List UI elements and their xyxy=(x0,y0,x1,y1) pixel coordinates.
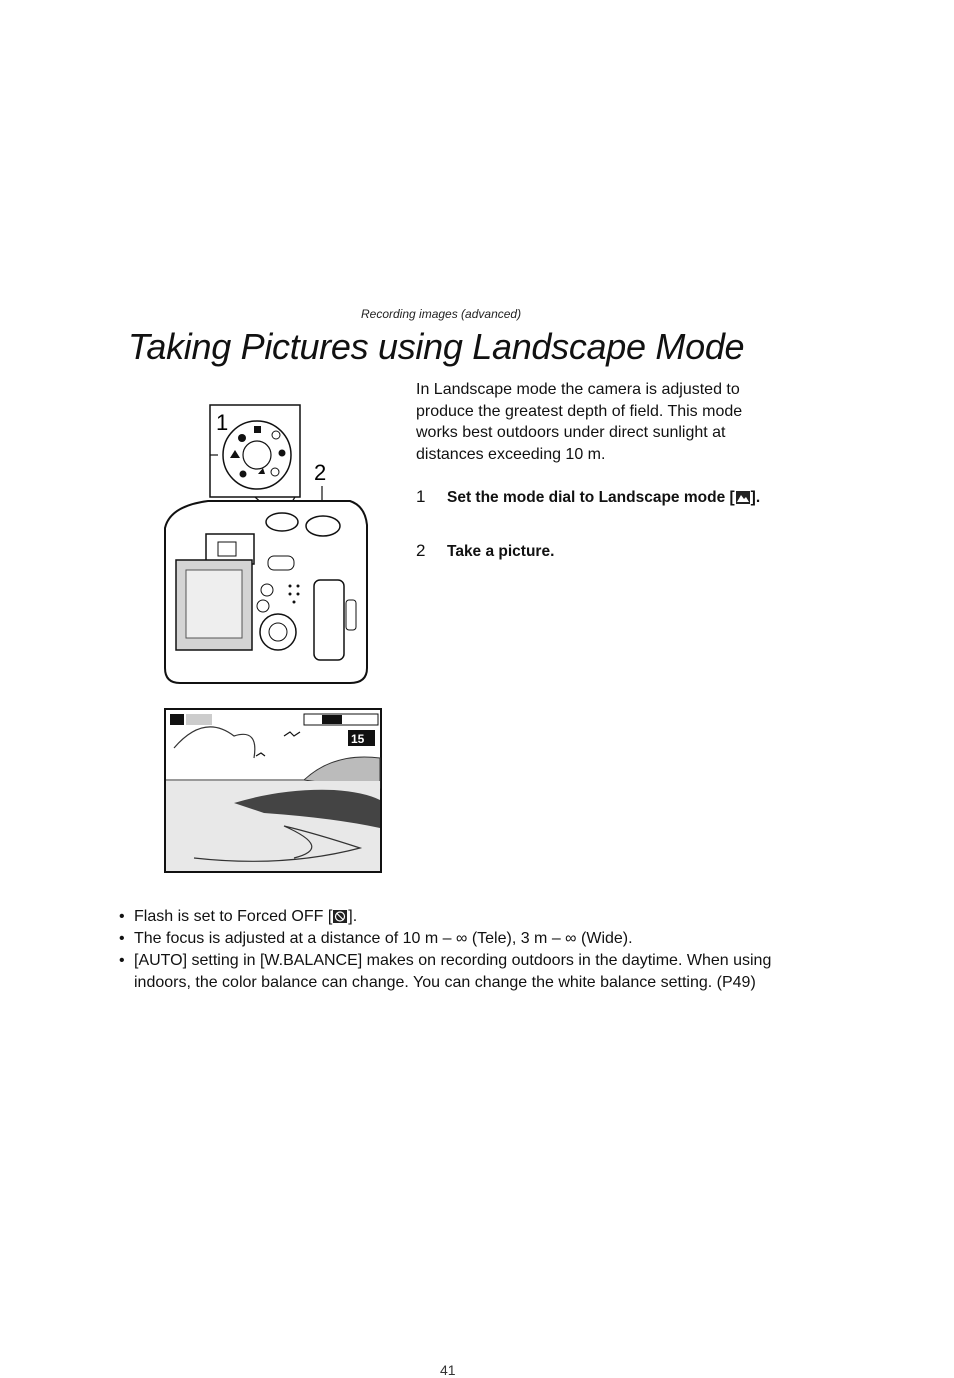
step-2-text: Take a picture. xyxy=(447,543,555,560)
notes-list xyxy=(119,906,799,994)
step-1-text xyxy=(447,487,786,509)
step-2 xyxy=(416,541,786,563)
note-1-text-before: Flash is set to Forced OFF [ xyxy=(134,908,333,925)
camera-mode-dial-illustration xyxy=(160,400,380,690)
flash-off-icon xyxy=(333,910,347,923)
step-1-text-before: Set the mode dial to Landscape mode [ xyxy=(447,489,735,506)
section-label: Recording images (advanced) xyxy=(361,307,522,321)
note-bullet: • xyxy=(119,952,125,969)
step-1-number: 1 xyxy=(416,487,426,506)
note-1-text-after: ]. xyxy=(348,908,358,925)
page-title: Taking Pictures using Landscape Mode xyxy=(128,326,745,367)
frame-count: 15 xyxy=(351,732,365,746)
callout-1-label: 1 xyxy=(216,410,229,435)
note-item xyxy=(119,950,799,994)
note-item xyxy=(119,906,799,928)
callout-2-label: 2 xyxy=(314,460,327,485)
step-2-number: 2 xyxy=(416,541,426,560)
note-bullet: • xyxy=(119,930,125,947)
landscape-mode-icon xyxy=(736,491,750,504)
lcd-landscape-preview xyxy=(164,708,382,874)
note-bullet: • xyxy=(119,908,125,925)
step-1 xyxy=(416,487,786,509)
step-1-text-after: ]. xyxy=(750,489,761,506)
page-number: 41 xyxy=(440,1362,456,1378)
note-3-text: [AUTO] setting in [W.BALANCE] makes on recording outdoors in the daytime. When using indoors, the color balance can change. You can change the white balance setting. (P49) xyxy=(134,952,772,991)
note-item xyxy=(119,928,799,950)
note-2-text: The focus is adjusted at a distance of 10 m – ∞ (Tele), 3 m – ∞ (Wide). xyxy=(134,930,633,947)
intro-paragraph: In Landscape mode the camera is adjusted to produce the greatest depth of field. This mode works best outdoors under direct sunlight at distances exceeding 10 m. xyxy=(416,381,743,463)
